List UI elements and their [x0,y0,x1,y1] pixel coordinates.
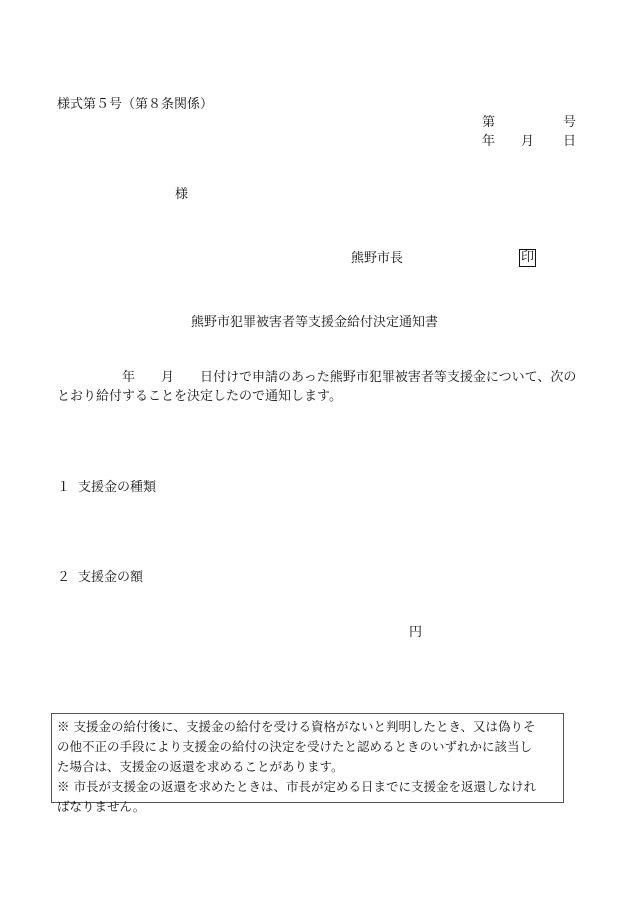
section-2-label: 支援金の額 [78,570,144,585]
notice-line-4: ※ 市長が支援金の返還を求めたときは、市長が定める日までに支援金を返還しなけれ [57,779,536,794]
notice-box [51,713,564,814]
form-label: 様式第５号（第８条関係） [57,97,214,112]
lead-line-2: とおり給付することを決定したので通知します。 [57,389,342,404]
doc-number-suffix: 号 [563,115,577,130]
lead-month-label: 月 [161,370,175,385]
issuer-title: 熊野市長 [351,251,404,266]
section-1-number: １ [57,480,71,495]
section-2 [57,570,143,586]
seal-mark [519,249,536,267]
seal-label: 印 [521,250,535,265]
notice-line-5: ばなりません。 [57,799,146,814]
amount-unit: 円 [409,625,423,640]
date-month-label: 月 [521,134,535,149]
page-title: 熊野市犯罪被害者等支援金給付決定通知書 [191,315,439,330]
section-1-label: 支援金の種類 [78,480,157,495]
notice-line-1: ※ 支援金の給付後に、支援金の給付を受ける資格がないと判明したとき、又は偽りそ [57,719,536,734]
lead-line-1 [57,368,579,387]
date-day-label: 日 [563,134,577,149]
section-1 [57,480,156,496]
date-year-label: 年 [482,134,496,149]
notice-line-3: た場合は、支援金の返還を求めることがあります。 [57,759,344,774]
section-2-number: ２ [57,570,71,585]
lead-line-1-text: 日付けで申請のあった熊野市犯罪被害者等支援金について、次の [200,370,577,385]
recipient-honorific: 様 [175,187,189,202]
lead-year-label: 年 [122,370,136,385]
notice-line-2: の他不正の手段により支援金の給付の決定を受けたと認めるときのいずれかに該当し [57,739,533,754]
doc-number-prefix: 第 [482,115,496,130]
lead-paragraph [57,368,579,406]
